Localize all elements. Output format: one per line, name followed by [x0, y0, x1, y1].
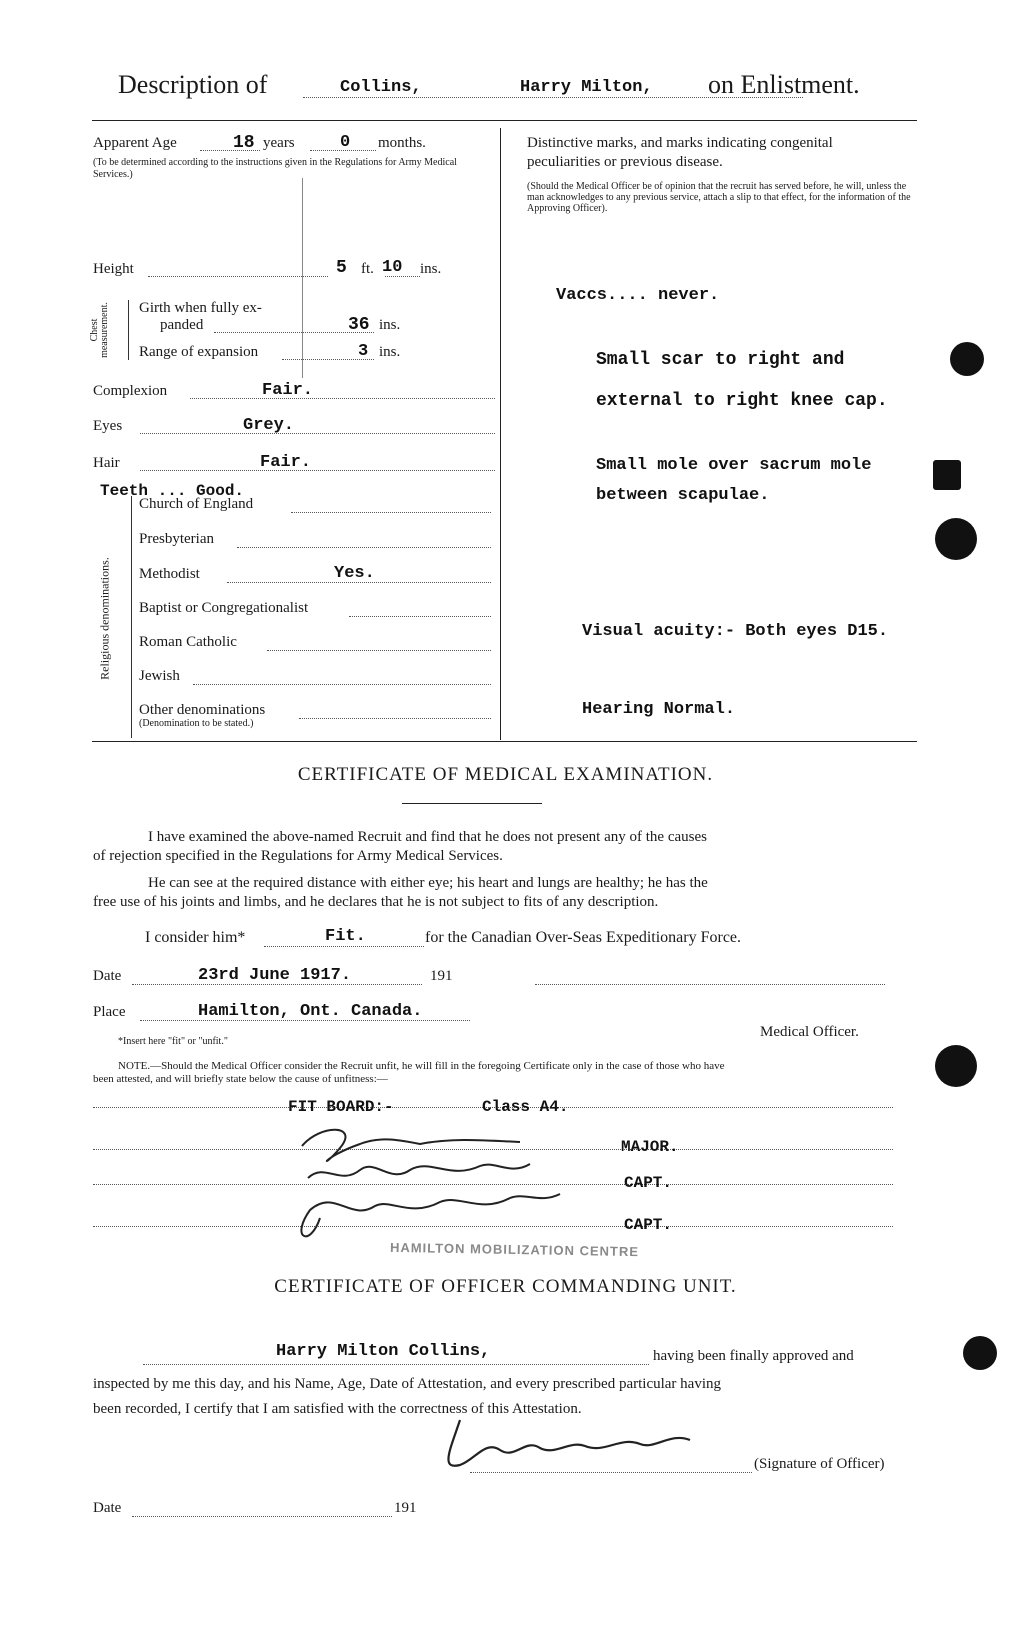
- date-year-prefix: 191: [430, 968, 453, 984]
- years-label: years: [263, 135, 295, 151]
- age-months-value: 0: [340, 133, 351, 152]
- consider-suffix: for the Canadian Over-Seas Expeditionary Force.: [425, 929, 742, 946]
- religion-bracket: [131, 496, 136, 738]
- commanding-line2: inspected by me this day, and his Name, Age, Date of Attestation, and every prescribed particular having: [93, 1376, 722, 1392]
- medical-note-line1: NOTE.—Should the Medical Officer consider the Recruit unfit, he will fill in the foregoing Certificate only in the case of those who have: [118, 1060, 725, 1072]
- religion-other: Other denominations: [139, 702, 266, 718]
- religion-presbyterian: Presbyterian: [139, 531, 214, 547]
- girth-value: 36: [348, 315, 370, 335]
- marks-header-2: peculiarities or previous disease.: [527, 154, 723, 170]
- teeth-value: Teeth ... Good.: [100, 482, 245, 500]
- denomination-note: (Denomination to be stated.): [139, 718, 254, 729]
- medical-para2-line1: He can see at the required distance with either eye; his heart and lungs are healthy; he has the: [148, 875, 708, 891]
- rank-major: MAJOR.: [621, 1138, 679, 1156]
- eyes-label: Eyes: [93, 418, 123, 434]
- religion-jewish: Jewish: [139, 668, 180, 684]
- medical-note-line2: been attested, and will briefly state below the cause of unfitness:—: [93, 1073, 388, 1085]
- religion-methodist: Methodist: [139, 566, 200, 582]
- fit-board-label: FIT BOARD:-: [288, 1098, 394, 1116]
- date-label: Date: [93, 968, 122, 984]
- rank-capt-1: CAPT.: [624, 1174, 673, 1192]
- height-in-value: 10: [382, 258, 403, 277]
- medical-para1-line2: of rejection specified in the Regulations for Army Medical Services.: [93, 848, 503, 864]
- mark-scar-1: Small scar to right and: [596, 350, 845, 370]
- medical-para1-line1: I have examined the above-named Recruit and find that he does not present any of the causes: [148, 829, 707, 845]
- commanding-line3: been recorded, I certify that I am satisfied with the correctness of this Attestation.: [93, 1401, 582, 1417]
- age-years-value: 18: [233, 133, 255, 153]
- binder-hole-5: [963, 1336, 997, 1370]
- mark-mole-2: between scapulae.: [596, 486, 770, 505]
- complexion-value: Fair.: [262, 381, 314, 400]
- mark-scar-2: external to right knee cap.: [596, 391, 888, 411]
- girth-unit: ins.: [379, 317, 401, 333]
- medical-heading: CERTIFICATE OF MEDICAL EXAMINATION.: [297, 764, 714, 785]
- expansion-unit: ins.: [379, 344, 401, 360]
- mobilization-stamp: HAMILTON MOBILIZATION CENTRE: [389, 1239, 640, 1260]
- medical-para2-line2: free use of his joints and limbs, and he declares that he is not subject to fits of any description.: [93, 894, 659, 910]
- consider-value: Fit.: [325, 927, 366, 946]
- inner-divider: [302, 178, 303, 378]
- insert-note: *Insert here "fit" or "unfit.": [118, 1036, 228, 1047]
- height-label: Height: [93, 261, 134, 277]
- binder-hole-3: [935, 518, 977, 560]
- fit-board-class: Class A4.: [482, 1098, 569, 1116]
- mark-visual-acuity: Visual acuity:- Both eyes D15.: [582, 622, 889, 641]
- mark-hearing: Hearing Normal.: [582, 700, 736, 719]
- commanding-officer-signature: [430, 1410, 750, 1480]
- place-label: Place: [93, 1004, 126, 1020]
- binder-hole-4: [935, 1045, 977, 1087]
- date-value: 23rd June 1917.: [198, 966, 352, 985]
- chest-bracket: [128, 300, 135, 360]
- title-prefix: Description of: [118, 70, 268, 99]
- methodist-value: Yes.: [334, 564, 375, 583]
- religion-church-of-england: Church of England: [139, 496, 254, 512]
- complexion-label: Complexion: [93, 383, 168, 399]
- section-rule: [92, 741, 917, 742]
- religion-roman-catholic: Roman Catholic: [139, 634, 237, 650]
- religion-list: [139, 496, 499, 732]
- title-given-names: Harry Milton,: [520, 78, 653, 97]
- officer-name-value: Harry Milton Collins,: [276, 1342, 491, 1361]
- religious-label: Religious denominations.: [97, 557, 112, 680]
- medical-officer-label: Medical Officer.: [760, 1024, 859, 1040]
- signature-officer-label: (Signature of Officer): [754, 1456, 885, 1472]
- hair-value: Fair.: [260, 453, 312, 472]
- final-year-prefix: 191: [394, 1500, 417, 1516]
- ft-label: ft.: [361, 261, 374, 277]
- commanding-line1-suffix: having been finally approved and: [653, 1348, 854, 1364]
- religion-baptist: Baptist or Congregationalist: [139, 600, 309, 616]
- consider-prefix: I consider him*: [145, 929, 246, 946]
- binder-hole-1: [950, 342, 984, 376]
- months-label: months.: [378, 135, 426, 151]
- ins-label: ins.: [420, 261, 442, 277]
- age-note: (To be determined according to the instructions given in the Regulations for Army Medical Services.): [93, 157, 457, 180]
- form-title: [118, 70, 998, 106]
- eyes-value: Grey.: [243, 416, 295, 435]
- title-suffix: on Enlistment.: [708, 70, 860, 99]
- expansion-label: Range of expansion: [139, 344, 259, 360]
- mark-vaccination: Vaccs.... never.: [556, 286, 720, 305]
- title-surname: Collins,: [340, 78, 422, 97]
- girth-label-2: panded: [160, 317, 204, 333]
- board-signatures: [280, 1118, 600, 1248]
- girth-label-1: Girth when fully ex-: [139, 300, 262, 316]
- binder-hole-2: [933, 460, 961, 490]
- commanding-heading: CERTIFICATE OF OFFICER COMMANDING UNIT.: [274, 1276, 737, 1297]
- mark-mole-1: Small mole over sacrum mole: [596, 456, 872, 475]
- expansion-value: 3: [358, 342, 369, 361]
- apparent-age-label: Apparent Age: [93, 135, 177, 151]
- hair-label: Hair: [93, 455, 120, 471]
- marks-header-1: Distinctive marks, and marks indicating congenital: [527, 135, 833, 151]
- column-divider: [500, 128, 501, 740]
- chest-label: Chest measurement.: [89, 302, 110, 358]
- height-ft-value: 5: [336, 258, 347, 278]
- top-rule: [92, 120, 917, 121]
- place-value: Hamilton, Ont. Canada.: [198, 1002, 423, 1021]
- rank-capt-2: CAPT.: [624, 1216, 673, 1234]
- marks-note: (Should the Medical Officer be of opinion that the recruit has served before, he will, unless the man acknowledges to any previous service, attach a slip to that effect, for the information of the Approving Officer).: [527, 181, 911, 214]
- final-date-label: Date: [93, 1500, 122, 1516]
